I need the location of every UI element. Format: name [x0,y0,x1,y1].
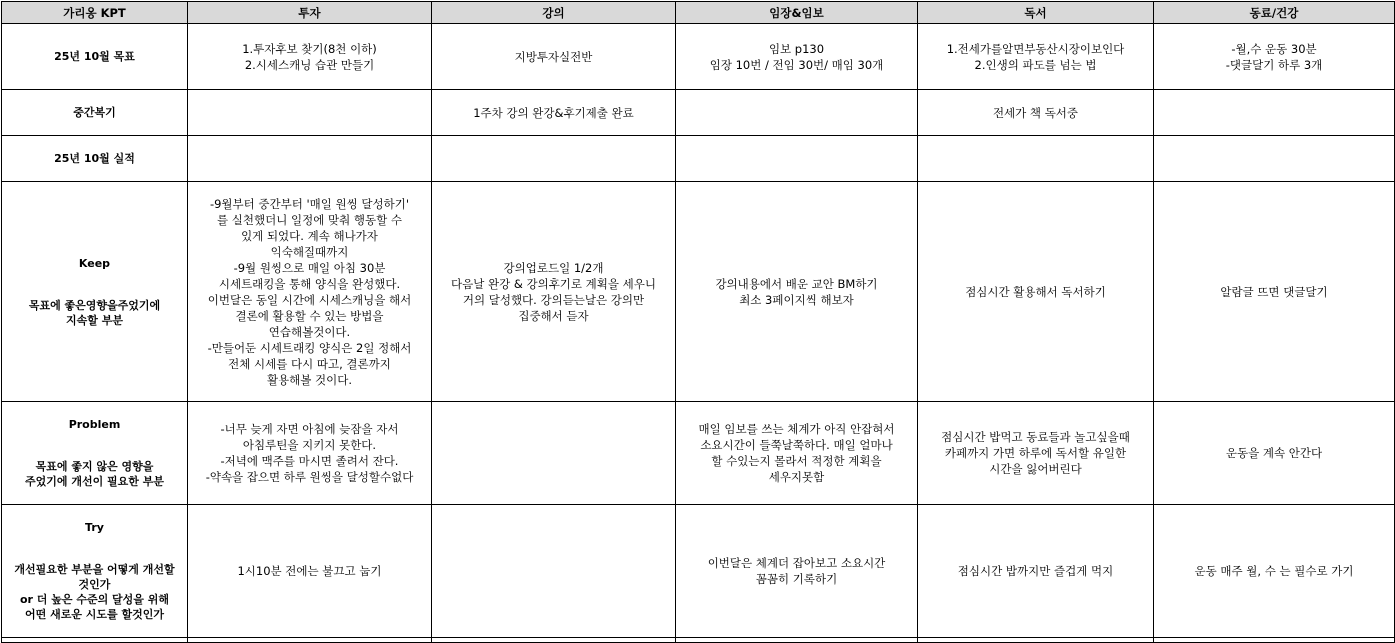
header-cell-health: 동료/건강 [1154,2,1395,24]
row-head-result [2,136,188,182]
cell-result-health [1154,136,1395,182]
kpt-table [1,1,1395,643]
cell-keep-reading: 점심시간 활용해서 독서하기 [918,182,1154,402]
cell-result-lecture [432,136,676,182]
row-problem [2,402,1395,505]
cell-keep-health: 알람글 뜨면 댓글달기 [1154,182,1395,402]
cell-problem-health: 운동을 계속 안간다 [1154,402,1395,505]
row-goal [2,24,1395,90]
header-cell-invest: 투자 [188,2,432,24]
cell-keep-lecture: 강의업로드일 1/2개 다음날 완강 & 강의후기로 계획을 세우니 거의 달성했다. 강의듣는날은 강의만 집중해서 듣자 [432,182,676,402]
header-row [2,2,1395,24]
header-cell-lecture: 강의 [432,2,676,24]
row-title-result: 25년 10월 실적 [54,152,135,165]
row-title-try: Try [85,521,104,534]
cell-goal-reading: 1.전세가를알면부동산시장이보인다 2.인생의 파도를 넘는 법 [918,24,1154,90]
cell-empty-2 [432,638,676,643]
row-midreview [2,90,1395,136]
row-head-keep [2,182,188,402]
row-title-problem: Problem [68,418,121,431]
cell-problem-reading: 점심시간 밥먹고 동료들과 놀고싶을때 카페까지 가면 하루에 독서할 유일한 시간을 잃어버린다 [918,402,1154,505]
row-head-try [2,505,188,638]
header-cell-kpt: 가리옹 KPT [2,2,188,24]
cell-try-lecture [432,505,676,638]
cell-goal-lecture: 지방투자실전반 [432,24,676,90]
cell-problem-imjang: 매일 임보를 쓰는 체계가 아직 안잡혀서 소요시간이 들쭉날쭉하다. 매일 얼마나 할 수있는지 몰라서 적정한 계획을 세우지못함 [676,402,918,505]
cell-mid-reading: 전세가 책 독서중 [918,90,1154,136]
cell-goal-imjang: 임보 p130 임장 10번 / 전임 30번/ 매임 30개 [676,24,918,90]
cell-empty-4 [918,638,1154,643]
row-title-keep: Keep [78,256,111,270]
row-subtitle-problem: 목표에 좋지 않은 영향을 주었기에 개선이 필요한 부분 [25,460,164,488]
cell-try-reading: 점심시간 밥까지만 즐겁게 먹지 [918,505,1154,638]
row-head-problem [2,402,188,505]
row-empty [2,638,1395,643]
cell-result-reading [918,136,1154,182]
header-cell-reading: 독서 [918,2,1154,24]
cell-mid-imjang [676,90,918,136]
row-title-midreview: 중간복기 [73,106,116,119]
cell-empty-5 [1154,638,1395,643]
cell-keep-imjang: 강의내용에서 배운 교안 BM하기 최소 3페이지씩 해보자 [676,182,918,402]
header-cell-imjang: 임장&임보 [676,2,918,24]
cell-try-invest: 1시10분 전에는 불끄고 눕기 [188,505,432,638]
cell-try-imjang: 이번달은 체계더 잡아보고 소요시간 꼼꼼히 기록하기 [676,505,918,638]
cell-problem-lecture [432,402,676,505]
row-head-goal [2,24,188,90]
row-result [2,136,1395,182]
row-subtitle-try: 개선필요한 부분을 어떻게 개선할 것인가 or 더 높은 수준의 달성을 위해 어떤 새로운 시도를 할것인가 [14,563,175,621]
cell-mid-invest [188,90,432,136]
row-head-midreview [2,90,188,136]
row-subtitle-keep: 목표에 좋은영향을주었기에 지속할 부분 [28,298,161,327]
row-keep [2,182,1395,402]
cell-result-imjang [676,136,918,182]
cell-goal-health: -월,수 운동 30분 -댓글달기 하루 3개 [1154,24,1395,90]
cell-goal-invest: 1.투자후보 찾기(8천 이하) 2.시세스캐닝 습관 만들기 [188,24,432,90]
cell-empty-0 [2,638,188,643]
cell-result-invest [188,136,432,182]
cell-empty-3 [676,638,918,643]
cell-try-health: 운동 매주 월, 수 는 필수로 가기 [1154,505,1395,638]
cell-problem-invest: -너무 늦게 자면 아침에 늦잠을 자서 아침루틴을 지키지 못한다. -저녁에 맥주를 마시면 졸려서 잔다. -약속을 잡으면 하루 원씽을 달성할수없다 [188,402,432,505]
cell-empty-1 [188,638,432,643]
row-try [2,505,1395,638]
cell-mid-lecture: 1주차 강의 완강&후기제출 완료 [432,90,676,136]
cell-mid-health [1154,90,1395,136]
row-title-goal: 25년 10월 목표 [54,50,135,63]
cell-keep-invest: -9월부터 중간부터 '매일 원씽 달성하기' 를 실천했더니 일정에 맞춰 행동할 수 있게 되었다. 계속 해나가자 익숙해질때까지 -9월 원씽으로 매일 아침 30분 시세트래킹을 통해 양식을 완성했다. 이번달은 동일 시간에 시세스캐닝을 해서 결론에 활용할 수 있는 방법을 연습해볼것이다. -만들어둔 시세트래킹 양식은 2일 정해서 전체 시세를 다시 따고, 결론까지 활용해볼 것이다. [188,182,432,402]
